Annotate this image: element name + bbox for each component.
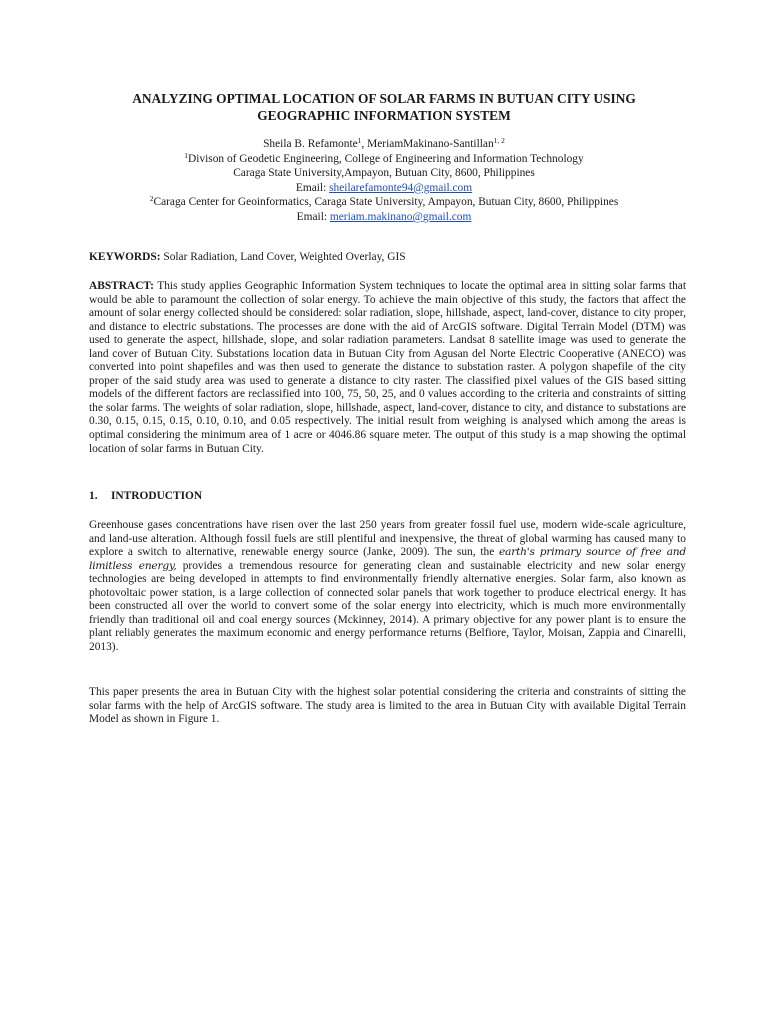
- abstract-text: This study applies Geographic Information System techniques to locate the optimal area in sitting solar farms that would be able to paramount the collection of solar energy. To achieve the main objective of this study, the factors that affect the amount of solar energy collected should be considered: solar radiation, slope, hillshade, aspect, land-cover, distance to city proper, and distance to electric substations. The processes are done with the aid of ArcGIS software. Digital Terrain Model (DTM) was used to generate the aspect, hillshade, slope, and solar radiation parameters. Landsat 8 satellite image was used to generate the land cover of Butuan City. Substations location data in Butuan City from Agusan del Norte Electric Cooperative (ANECO) was converted into point shapefiles and was then used to generate the distance to substation raster. A polygon shapefile of the city proper of the said study area was used to generate a distance to city raster. The classified pixel values of the GIS based sitting models of the different factors are reclassified into 100, 75, 50, 25, and 0 values according to the criteria and constraints of sitting the solar farms. The weights of solar radiation, slope, hillshade, aspect, land-cover, distance to city, and distance to substations are 0.30, 0.15, 0.15, 0.15, 0.10, 0.10, and 0.05 respectively. The initial result from weighing is analysed which among the areas is optimal considering the minimum area of 1 acre or 4046.86 square meter. The output of this study is a map showing the optimal location of solar farms in Butuan City.: [89, 280, 686, 455]
- author-1: Sheila B. Refamonte: [263, 138, 358, 150]
- title-line-2: GEOGRAPHIC INFORMATION SYSTEM: [257, 108, 511, 123]
- email-label-1: Email:: [295, 181, 330, 194]
- author-block: [60, 137, 708, 225]
- authors-line: [60, 137, 708, 152]
- email-link-2[interactable]: meriam.makinano@gmail.com: [329, 210, 472, 223]
- keywords-text: Solar Radiation, Land Cover, Weighted Overlay, GIS: [160, 251, 406, 263]
- affiliation-1-line-1: [60, 152, 708, 167]
- intro-p2-text: This paper presents the area in Butuan City with the highest solar potential considering the criteria and constraints of sitting the solar farms with the help of ArcGIS software. The study area is limited to the area in Butuan City with available Digital Terrain Model as shown in Figure 1.: [89, 686, 686, 726]
- author-2: MeriamMakinano-Santillan: [367, 138, 494, 150]
- paper-title: [60, 90, 708, 124]
- intro-p1-part-1: Greenhouse gases concentrations have risen over the last 250 years from greater fossil fuel use, modern wide-scale agriculture, and land-use alteration. Although fossil fuels are still plentiful and inexpensive, the threat of global warming has caused many to explore a switch to alternative, renewable energy source (Janke, 2009). The sun, the: [89, 519, 686, 559]
- introduction-paragraph-2: [89, 686, 686, 727]
- title-line-1: ANALYZING OPTIMAL LOCATION OF SOLAR FARMS IN BUTUAN CITY USING: [132, 91, 636, 106]
- intro-p1-handwritten-phrase: earth's primary source of free and limitless energy,: [89, 546, 687, 572]
- affiliation-2-email-line: [60, 210, 708, 225]
- section-number: 1.: [89, 490, 98, 502]
- email-link-1[interactable]: sheilarefamonte94@gmail.com: [329, 181, 473, 194]
- affiliation-1-line-2: Caraga State University,Ampayon, Butuan City, 8600, Philippines: [233, 167, 535, 180]
- abstract-paragraph: [89, 280, 686, 456]
- keywords-paragraph: [89, 251, 686, 265]
- author-2-sup: 1, 2: [493, 136, 505, 145]
- affiliation-2-name: Caraga Center for Geoinformatics, Caraga State University, Ampayon, Butuan City, 8600, Philippines: [153, 196, 619, 209]
- affiliation-1-name: Divison of Geodetic Engineering, College of Engineering and Information Technology: [188, 152, 584, 165]
- section-title: INTRODUCTION: [111, 490, 203, 502]
- affiliation-2-sup: 2: [149, 194, 154, 204]
- abstract-label: ABSTRACT:: [89, 280, 154, 292]
- keywords-label: KEYWORDS:: [89, 251, 161, 263]
- author-1-sup: 1: [357, 136, 362, 145]
- introduction-paragraph-1: [89, 519, 686, 654]
- affiliation-1-sup: 1: [184, 150, 189, 160]
- affiliation-2-line-1: [60, 195, 708, 210]
- section-heading-introduction: [89, 490, 686, 504]
- affiliation-1-email-line: [60, 181, 708, 196]
- email-label-2: Email:: [296, 210, 330, 223]
- author-separator: ,: [361, 138, 368, 150]
- intro-p1-part-2: provides a tremendous resource for generating clean and sustainable electricity and new solar energy technologies are being developed in attempts to find environmentally friendly alternative energies. Solar farm, also known as photovoltaic power station, is a large collection of connected solar panels that work together to produce electrical energy. It has been constructed all over the world to convert some of the solar energy into electricity, which is much more environmentally friendly than traditional oil and coal energy sources (Mckinney, 2014). A primary objective for any power plant is to ensure the plant reliably generates the maximum economic and energy performance returns (Belfiore, Taylor, Moisan, Zappia and Cinarelli, 2013).: [89, 559, 686, 653]
